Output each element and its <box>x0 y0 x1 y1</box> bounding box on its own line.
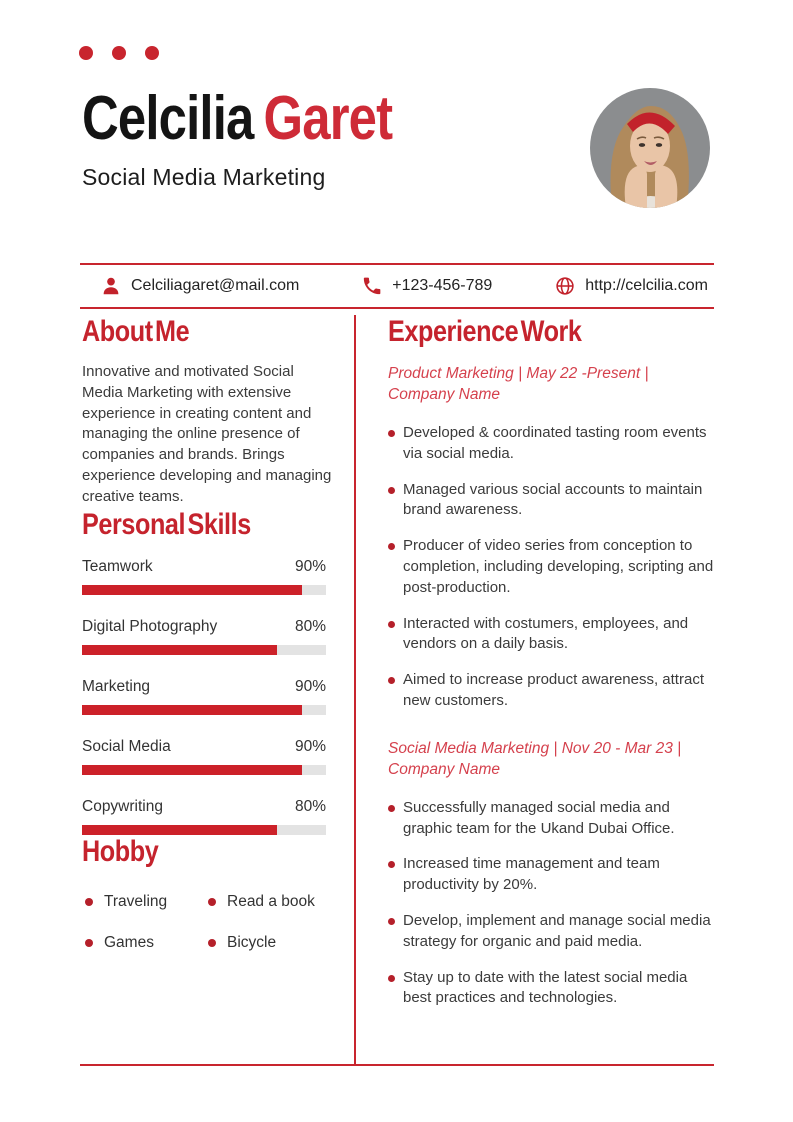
skills-title: Personal Skills <box>82 507 251 541</box>
bullet-icon <box>388 543 395 550</box>
dot-icon <box>145 46 159 60</box>
email-text: Celciliagaret@mail.com <box>131 277 300 294</box>
content-columns <box>80 315 714 1064</box>
column-divider <box>354 315 356 1064</box>
job-bullet <box>388 798 714 840</box>
bullet-text: Interacted with costumers, employees, and vendors on a daily basis. <box>403 614 689 653</box>
about-title: About Me <box>82 315 190 348</box>
skill-item <box>82 558 326 595</box>
skill-item <box>82 678 326 715</box>
person-name <box>82 84 476 153</box>
skill-percent: 80% <box>294 617 326 635</box>
skill-bar-fill <box>82 585 302 595</box>
bottom-rule <box>80 1064 714 1066</box>
bullet-icon <box>388 975 395 982</box>
bullet-icon <box>388 430 395 437</box>
bullet-icon <box>388 918 395 925</box>
bullet-icon <box>388 861 395 868</box>
skill-label: Teamwork <box>82 557 153 575</box>
hobby-label: Bicycle <box>227 933 277 951</box>
skill-item <box>82 798 326 835</box>
job-bullet <box>388 480 714 522</box>
job-heading: Product Marketing | May 22 -Present | Company Name <box>388 365 649 403</box>
skill-bar-fill <box>82 705 302 715</box>
decorative-dots <box>79 46 159 60</box>
skill-bar-fill <box>82 825 277 835</box>
contact-website <box>554 275 708 297</box>
hobby-title: Hobby <box>82 834 159 868</box>
hobby-item <box>208 893 340 911</box>
hobby-item <box>208 934 340 952</box>
globe-icon <box>554 275 576 297</box>
header <box>82 84 562 191</box>
hobby-list <box>82 893 340 952</box>
skill-bar-track <box>82 705 326 715</box>
bullet-icon <box>208 939 216 947</box>
about-text: Innovative and motivated Social Media Marketing with extensive experience in creating content and managing the online presence of companies and brands. Brings experience developing and managing creative teams. <box>82 363 332 505</box>
phone-text: +123-456-789 <box>392 277 493 294</box>
skill-percent: 90% <box>294 737 326 755</box>
job-heading: Social Media Marketing | Nov 20 - Mar 23 | Company Name <box>388 739 682 778</box>
skill-item <box>82 618 326 655</box>
bullet-icon <box>85 939 93 947</box>
skill-head <box>82 618 326 636</box>
bullet-text: Aimed to increase product awareness, attract new customers. <box>403 671 704 709</box>
skill-head <box>82 798 326 816</box>
job-bullet-list <box>388 423 714 712</box>
bullet-text: Developed & coordinated tasting room events via social media. <box>403 424 707 462</box>
contact-bar <box>80 263 714 309</box>
experience-title: Experience Work <box>388 315 582 348</box>
dot-icon <box>112 46 126 60</box>
bullet-text: Producer of video series from conception to completion, including developing, scripting and post-production. <box>403 537 714 596</box>
skill-percent: 80% <box>294 797 326 815</box>
person-icon <box>100 275 122 297</box>
bullet-text: Increased time management and team productivity by 20%. <box>403 855 660 894</box>
bullet-text: Successfully managed social media and graphic team for the Ukand Dubai Office. <box>403 798 675 837</box>
bullet-icon <box>85 898 93 906</box>
first-name: Celcilia <box>82 84 254 153</box>
skill-label: Copywriting <box>82 797 163 815</box>
skill-label: Marketing <box>82 677 151 695</box>
skill-bar-track <box>82 645 326 655</box>
bullet-icon <box>388 677 395 684</box>
skill-head <box>82 738 326 756</box>
jobs-list <box>388 363 714 1009</box>
job-bullet <box>388 968 714 1010</box>
skill-head <box>82 678 326 696</box>
skill-label: Social Media <box>82 737 171 755</box>
job-bullet <box>388 423 714 465</box>
skill-bar-track <box>82 765 326 775</box>
bullet-icon <box>208 898 216 906</box>
job-bullet <box>388 854 714 896</box>
bullet-icon <box>388 487 395 494</box>
job-bullet <box>388 670 714 712</box>
skill-head <box>82 558 326 576</box>
person-title: Social Media Marketing <box>82 164 326 190</box>
last-name: Garet <box>263 84 393 153</box>
bullet-text: Managed various social accounts to maintain brand awareness. <box>403 480 703 519</box>
right-column <box>388 315 714 1024</box>
hobby-item <box>85 934 205 952</box>
bullet-icon <box>388 621 395 628</box>
hobby-label: Read a book <box>227 892 315 910</box>
skill-bar-fill <box>82 645 277 655</box>
job-bullet <box>388 536 714 598</box>
bullet-text: Stay up to date with the latest social media best practices and technologies. <box>403 968 688 1007</box>
skill-percent: 90% <box>294 677 326 695</box>
skill-bar-fill <box>82 765 302 775</box>
hobby-item <box>85 893 205 911</box>
skills-list <box>82 558 340 835</box>
avatar <box>590 88 710 208</box>
portrait-photo <box>590 88 710 208</box>
contact-email <box>100 275 299 297</box>
hobby-label: Games <box>104 933 154 951</box>
bullet-text: Develop, implement and manage social media strategy for organic and paid media. <box>403 911 711 950</box>
phone-icon <box>361 275 383 297</box>
skill-label: Digital Photography <box>82 617 218 635</box>
job-bullet <box>388 614 714 656</box>
skill-percent: 90% <box>294 557 326 575</box>
job-bullet <box>388 911 714 953</box>
hobby-label: Traveling <box>104 892 168 910</box>
bullet-icon <box>388 805 395 812</box>
contact-phone <box>361 275 492 297</box>
job-bullet-list <box>388 798 714 1009</box>
dot-icon <box>79 46 93 60</box>
left-column <box>82 315 340 952</box>
skill-bar-track <box>82 585 326 595</box>
skill-item <box>82 738 326 775</box>
skill-bar-track <box>82 825 326 835</box>
website-text: http://celcilia.com <box>585 277 708 294</box>
